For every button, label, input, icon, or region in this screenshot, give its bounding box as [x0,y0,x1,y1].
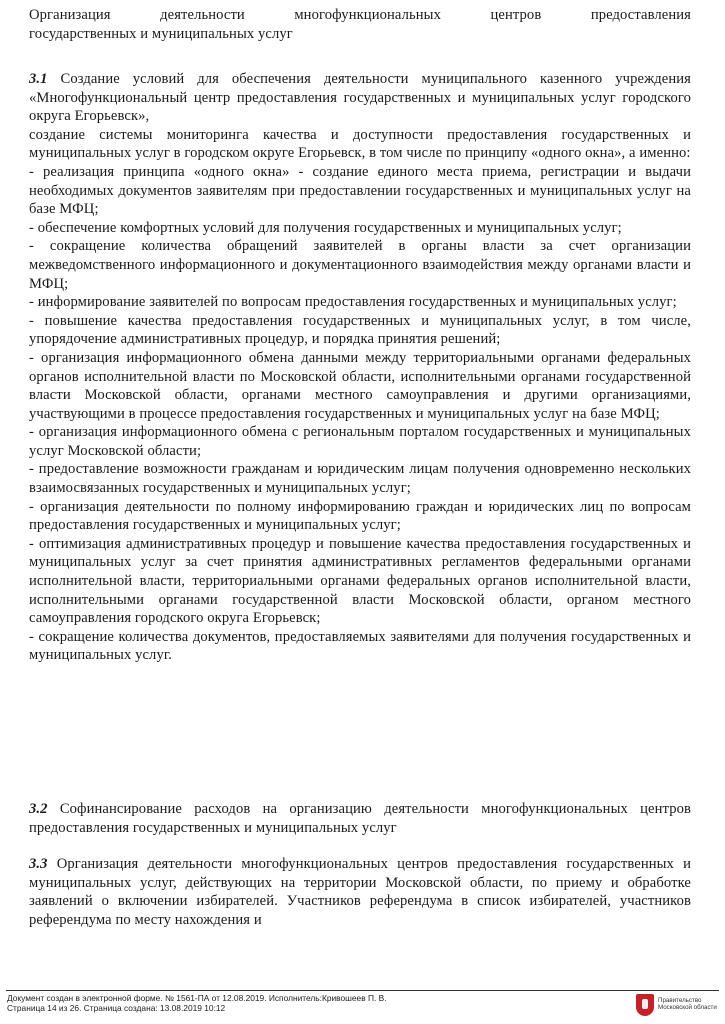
list-item: - организация информационного обмена данными между территориальными органами федеральных органов исполнительной власти по Московской области, исполнительными органами государственной власти Московской области, органами местного самоуправления и другими организациями, участвующими в процессе предоставления государственных и муниципальных услуг на базе МФЦ; [29,349,691,422]
section-3-3 [29,855,691,929]
section-number: 3.3 [29,856,48,872]
logo-line-2: Московской области [658,1004,717,1012]
section-number: 3.2 [29,801,48,817]
heading-line-1: Организация деятельности многофункциональных центров предоставления [29,7,691,23]
section-number: 3.1 [29,71,48,87]
list-item: - реализация принципа «одного окна» - создание единого места приема, регистрации и выдачи необходимых документов заявителям при предоставлении государственных и муниципальных услуг на базе МФЦ; [29,163,691,218]
page-heading [29,6,691,43]
list-item: - организация деятельности по полному информированию граждан и юридических лиц по вопросам предоставления государственных и муниципальных услуг; [29,498,691,534]
section-3-1 [29,70,691,665]
coat-of-arms-icon [636,994,654,1016]
section-3-2-text: Софинансирование расходов на организацию деятельности многофункциональных центров предоставления государственных и муниципальных услуг [29,801,691,836]
logo-text [658,997,717,1011]
section-3-1-intro-text: Создание условий для обеспечения деятельности муниципального казенного учреждения «Многофункциональный центр предоставления государственных и муниципальных услуг городского округа Егорьевск», [29,71,691,125]
list-item: - сокращение количества обращений заявителей в органы власти за счет организации межведомственного информационного и документационного взаимодействия между органами власти и МФЦ; [29,238,691,292]
footer-line-2: Страница 14 из 26. Страница создана: 13.08.2019 10:12 [7,1003,226,1014]
document-footer [7,993,387,1014]
footer-line-1: Документ создан в электронной форме. № 1561-ПА от 12.08.2019. Исполнитель:Кривошеев П. В. [7,993,387,1003]
heading-line-2: государственных и муниципальных услуг [29,25,293,42]
list-item: - повышение качества предоставления государственных и муниципальных услуг, в том числе, упорядочение административных процедур, и порядка принятия решений; [29,312,691,348]
list-item: - организация информационного обмена с региональным порталом государственных и муниципальных услуг Московской области; [29,424,691,459]
list-item: - оптимизация административных процедур и повышение качества предоставления государственных и муниципальных услуг за счет принятия административных регламентов федеральными органами исполнительной власти, территориальными органами федеральных органов исполнительной власти, исполнительными органами государственной власти Московской области, органом местного самоуправления городского округа Егорьевск; [29,535,691,627]
section-3-1-intro [29,70,691,126]
section-3-1-monitoring: создание системы мониторинга качества и доступности предоставления государственных и муниципальных услуг в городском округе Егорьевск, в том числе по принципу «одного окна», а именно: [29,126,691,162]
section-3-3-text: Организация деятельности многофункциональных центров предоставления государственных и муниципальных услуг, действующих на территории Московской области, по приему и обработке заявлений о включении избирателей. Участников референдума в список избирателей, участников референдума по месту нахождения и [29,856,692,928]
government-logo [636,994,722,1018]
list-item: - информирование заявителей по вопросам предоставления государственных и муниципальных услуг; [29,294,677,311]
list-item: - предоставление возможности гражданам и юридическим лицам получения одновременно нескольких взаимосвязанных государственных и муниципальных услуг; [29,461,691,497]
list-item: - сокращение количества документов, предоставляемых заявителями для получения государственных и муниципальных услуг. [29,628,691,664]
section-3-2 [29,800,691,837]
footer-divider [6,990,719,991]
list-item: - обеспечение комфортных условий для получения государственных и муниципальных услуг; [29,219,622,236]
logo-line-1: Правительство [658,997,702,1004]
